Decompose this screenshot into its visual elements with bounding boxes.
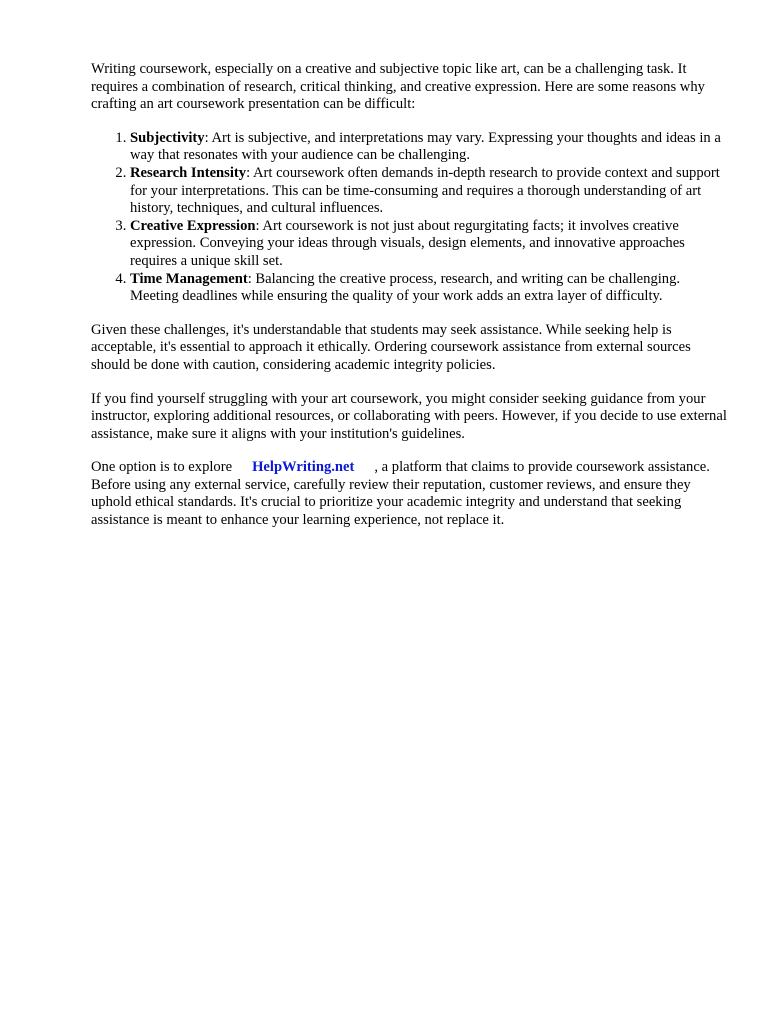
option-paragraph <box>91 459 727 529</box>
challenges-paragraph: Given these challenges, it's understandable that students may seek assistance. While seeking help is acceptable, it's essential to approach it ethically. Ordering coursework assistance from external sources should be done with caution, considering academic integrity policies. <box>91 321 691 373</box>
list-item <box>130 218 727 271</box>
reason-term: Subjectivity <box>130 129 205 146</box>
list-item <box>130 130 727 165</box>
reason-term: Creative Expression <box>130 217 256 234</box>
reasons-list <box>91 130 727 306</box>
option-text-after: , a platform that claims to provide coursework assistance. Before using any external service, carefully review their reputation, customer reviews, and ensure they uphold ethical standards. It's crucial to prioritize your academic integrity and understand that seeking assistance is meant to enhance your learning experience, not replace it. <box>91 459 710 529</box>
reason-text: : Art is subjective, and interpretations may vary. Expressing your thoughts and ideas in a way that resonates with your audience can be challenging. <box>130 129 721 164</box>
reason-term: Research Intensity <box>130 164 247 181</box>
list-item <box>130 165 727 218</box>
helpwriting-link[interactable]: HelpWriting.net <box>252 459 355 476</box>
option-text-before: One option is to explore <box>91 459 233 476</box>
list-item <box>130 271 727 306</box>
reason-text: : Balancing the creative process, research, and writing can be challenging. Meeting deadlines while ensuring the quality of your work adds an extra layer of difficulty. <box>130 270 681 305</box>
reason-term: Time Management <box>130 270 248 287</box>
reason-text: : Art coursework is not just about regurgitating facts; it involves creative expression. Conveying your ideas through visuals, design elements, and innovative approaches requires a unique skill set. <box>130 217 685 269</box>
reason-text: : Art coursework often demands in-depth research to provide context and support for your interpretations. This can be time-consuming and requires a thorough understanding of art history, techniques, and cultural influences. <box>130 164 720 217</box>
document-page <box>91 61 727 546</box>
guidance-paragraph: If you find yourself struggling with your art coursework, you might consider seeking guidance from your instructor, exploring additional resources, or collaborating with peers. However, if you decide to use external assistance, make sure it aligns with your institution's guidelines. <box>91 390 727 442</box>
intro-paragraph: Writing coursework, especially on a creative and subjective topic like art, can be a challenging task. It requires a combination of research, critical thinking, and creative expression. Here are some reasons why crafting an art coursework presentation can be difficult: <box>91 61 705 113</box>
